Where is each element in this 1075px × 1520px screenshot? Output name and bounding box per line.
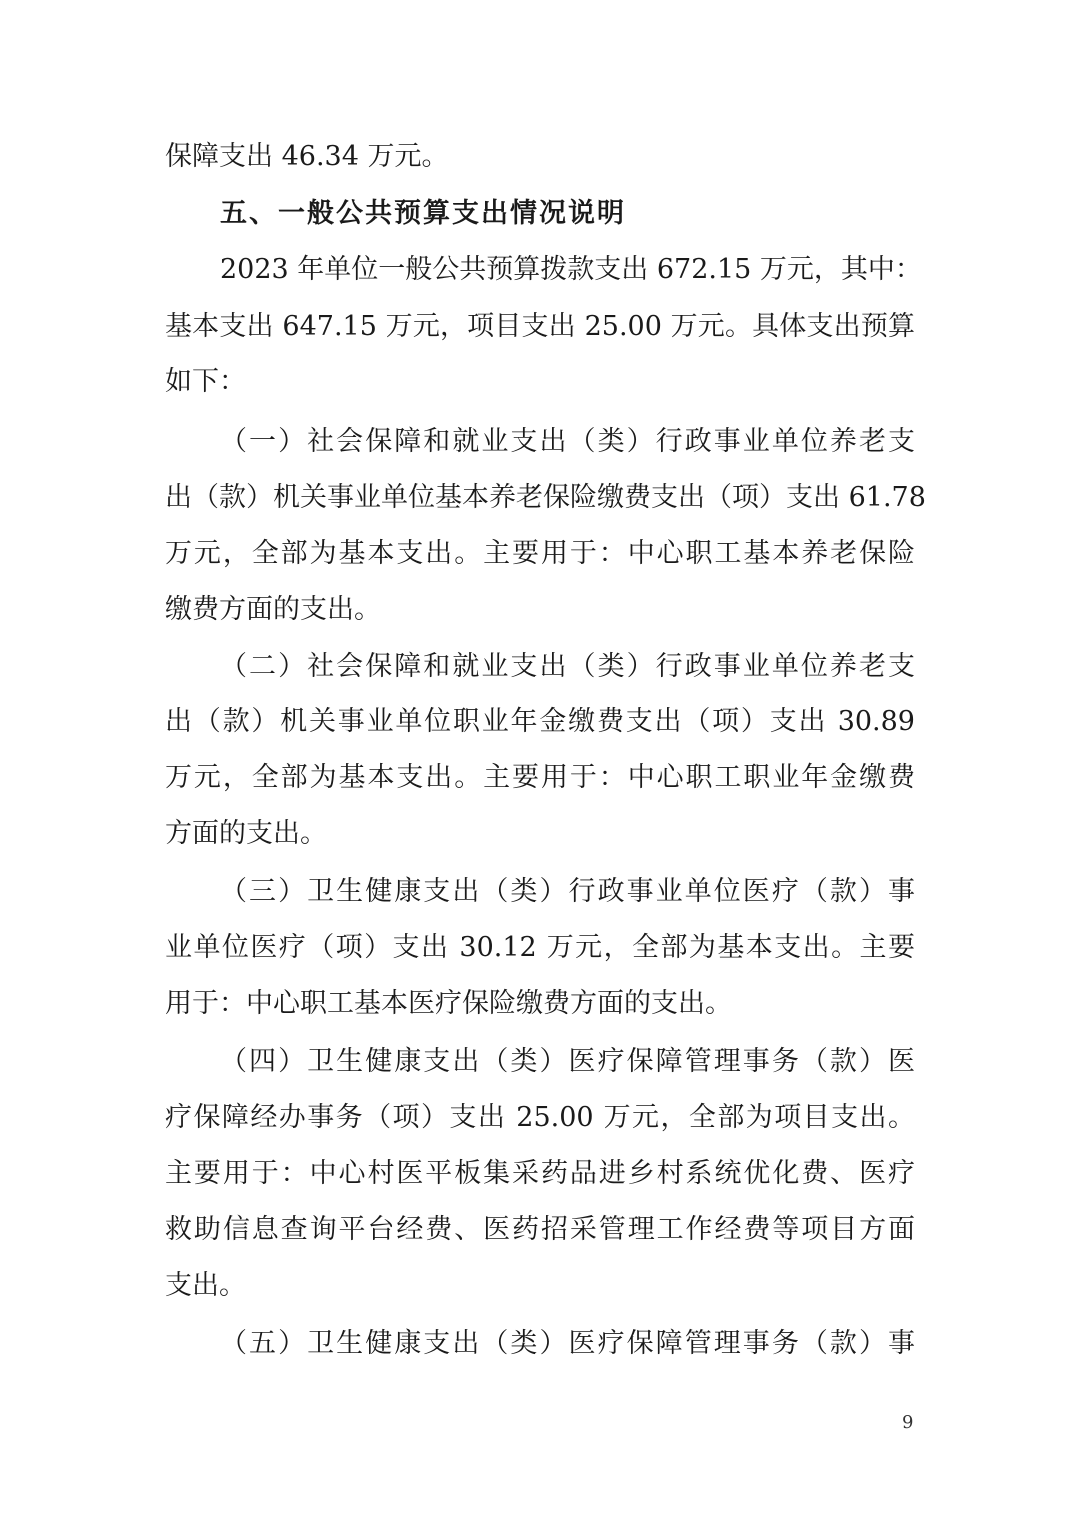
paragraph-line: （三）卫生健康支出（类）行政事业单位医疗（款）事 (220, 876, 915, 907)
paragraph-line: 万元，全部为基本支出。主要用于：中心职工基本养老保险 (165, 538, 915, 569)
paragraph-line: 支出。 (165, 1270, 246, 1301)
paragraph-line: 业单位医疗（项）支出 30.12 万元，全部为基本支出。主要 (165, 932, 915, 963)
paragraph-line: 疗保障经办事务（项）支出 25.00 万元，全部为项目支出。 (165, 1102, 915, 1133)
paragraph-line: （二）社会保障和就业支出（类）行政事业单位养老支 (220, 651, 915, 682)
paragraph-line: （五）卫生健康支出（类）医疗保障管理事务（款）事 (220, 1328, 915, 1359)
paragraph-line: 保障支出 46.34 万元。 (165, 141, 449, 172)
paragraph-line: 2023 年单位一般公共预算拨款支出 672.15 万元，其中： (220, 254, 922, 285)
paragraph-line: 用于：中心职工基本医疗保险缴费方面的支出。 (165, 988, 732, 1019)
paragraph-line: 救助信息查询平台经费、医药招采管理工作经费等项目方面 (165, 1214, 915, 1245)
paragraph-line: （一）社会保障和就业支出（类）行政事业单位养老支 (220, 426, 915, 457)
paragraph-line: （四）卫生健康支出（类）医疗保障管理事务（款）医 (220, 1046, 915, 1077)
paragraph-line: 缴费方面的支出。 (165, 594, 381, 625)
paragraph-line: 如下： (165, 366, 246, 397)
paragraph-line: 万元，全部为基本支出。主要用于：中心职工职业年金缴费 (165, 762, 915, 793)
paragraph-line: 基本支出 647.15 万元，项目支出 25.00 万元。具体支出预算 (165, 311, 915, 342)
paragraph-line: 出（款）机关事业单位基本养老保险缴费支出（项）支出 61.78 (165, 482, 926, 513)
paragraph-line: 出（款）机关事业单位职业年金缴费支出（项）支出 30.89 (165, 706, 915, 737)
paragraph-line: 主要用于：中心村医平板集采药品进乡村系统优化费、医疗 (165, 1158, 915, 1189)
paragraph-line: 方面的支出。 (165, 818, 327, 849)
section-heading: 五、一般公共预算支出情况说明 (220, 198, 626, 229)
page-number: 9 (902, 1412, 914, 1433)
